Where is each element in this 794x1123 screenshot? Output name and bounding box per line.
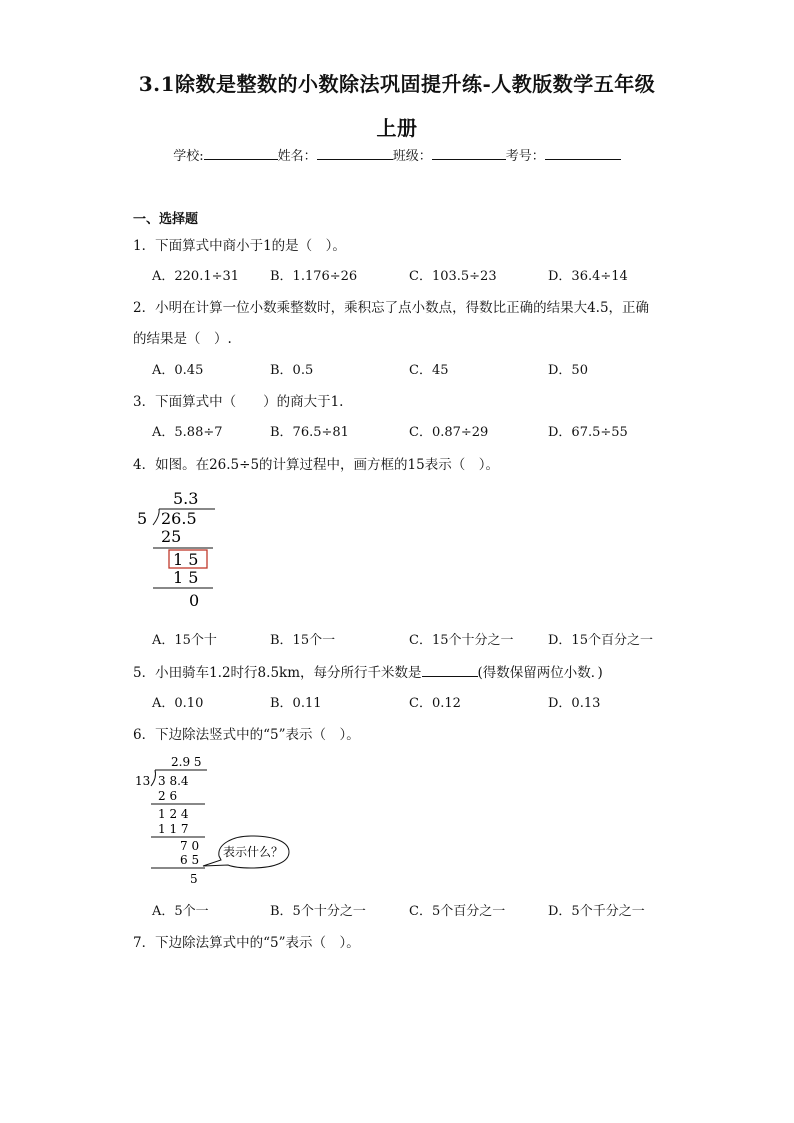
name-label: 姓名： (277, 149, 317, 164)
question-5-options (152, 692, 712, 710)
q2-option-a[interactable]: A．0.45 (152, 363, 204, 378)
q6-option-c[interactable]: C．5个百分之一 (409, 904, 506, 919)
question-4-options (152, 629, 712, 647)
q6-option-a[interactable]: A．5个一 (152, 904, 209, 919)
q6-option-d[interactable]: D．5个千分之一 (548, 904, 645, 919)
question-2-options (152, 359, 712, 377)
q6-divisor: 13 (135, 774, 151, 788)
q1-option-b[interactable]: B．1.176÷26 (270, 269, 358, 284)
q5-option-c[interactable]: C．0.12 (409, 696, 461, 711)
q6-row2: 1 2 4 (158, 807, 189, 821)
question-5 (133, 661, 603, 681)
school-blank[interactable] (204, 147, 278, 160)
speech-bubble-text: 表示什么？ (223, 845, 284, 859)
q3-option-b[interactable]: B．76.5÷81 (270, 425, 349, 440)
long-division-figure-q6 (133, 752, 303, 888)
question-1: 1．下面算式中商小于1的是（ ）。 (133, 238, 346, 254)
question-1-options (152, 265, 712, 283)
q6-row1: 2 6 (158, 789, 178, 803)
q6-row4: 7 0 (180, 839, 200, 853)
q6-option-b[interactable]: B．5个十分之一 (270, 904, 366, 919)
q2-option-c[interactable]: C．45 (409, 363, 449, 378)
q6-row6: 5 (190, 872, 198, 886)
q4-option-c[interactable]: C．15个十分之一 (409, 633, 514, 648)
question-3-options (152, 421, 712, 439)
q4-quotient: 5.3 (173, 489, 199, 508)
section-heading: 一、选择题 (133, 212, 199, 227)
q3-option-d[interactable]: D．67.5÷55 (548, 425, 628, 440)
doc-title-line2: 上册 (376, 116, 418, 140)
question-6: 6．下边除法竖式中的“5”表示（ ）。 (133, 727, 360, 743)
q4-option-a[interactable]: A．15个十 (152, 633, 217, 648)
q4-option-d[interactable]: D．15个百分之一 (548, 633, 653, 648)
q5-option-d[interactable]: D．0.13 (548, 696, 601, 711)
question-2-line1: 2．小明在计算一位小数乘整数时，乘积忘了点小数点，得数比正确的结果大4.5，正确 (133, 300, 650, 316)
exam-no-blank[interactable] (545, 147, 621, 160)
q5-option-a[interactable]: A．0.10 (152, 696, 204, 711)
q5-text-suffix: (得数保留两位小数．) (477, 665, 603, 681)
question-3: 3．下面算式中（ ）的商大于1. (133, 394, 344, 410)
school-label: 学校: (173, 149, 204, 164)
question-2-line2: 的结果是（ ）. (133, 331, 232, 347)
q4-step1: 25 (161, 527, 182, 546)
name-blank[interactable] (317, 147, 393, 160)
q1-option-d[interactable]: D．36.4÷14 (548, 269, 628, 284)
q4-option-b[interactable]: B．15个一 (270, 633, 336, 648)
q6-dividend: 3 8.4 (158, 774, 189, 788)
q4-divisor: 5 (137, 509, 148, 528)
q5-text-prefix: 5．小田骑车1.2时行8.5km，每分所行千米数是 (133, 665, 422, 681)
question-4: 4．如图。在26.5÷5的计算过程中，画方框的15表示（ ）。 (133, 457, 499, 473)
question-7: 7．下边除法算式中的“5”表示（ ）。 (133, 935, 360, 951)
q4-dividend: 26.5 (161, 509, 197, 528)
class-label: 班级： (392, 149, 432, 164)
q5-answer-blank[interactable] (422, 664, 478, 677)
q3-option-a[interactable]: A．5.88÷7 (152, 425, 223, 440)
class-blank[interactable] (432, 147, 506, 160)
exam-no-label: 考号： (505, 149, 545, 164)
q3-option-c[interactable]: C．0.87÷29 (409, 425, 489, 440)
q4-remainder: 0 (189, 591, 200, 610)
q5-option-b[interactable]: B．0.11 (270, 696, 322, 711)
q6-row3: 1 1 7 (158, 822, 189, 836)
q2-option-d[interactable]: D．50 (548, 363, 588, 378)
doc-title-line1: 3.1除数是整数的小数除法巩固提升练-人教版数学五年级 (138, 72, 656, 96)
q6-row5: 6 5 (180, 853, 200, 867)
q4-step2: 1 5 (173, 568, 199, 587)
question-6-options (152, 900, 712, 918)
q6-quotient: 2.9 5 (171, 755, 202, 769)
long-division-figure-q4 (133, 486, 233, 614)
q1-option-a[interactable]: A．220.1÷31 (152, 269, 240, 284)
student-info-row (0, 145, 794, 164)
q2-option-b[interactable]: B．0.5 (270, 363, 314, 378)
q1-option-c[interactable]: C．103.5÷23 (409, 269, 497, 284)
q4-boxed-15: 1 5 (173, 550, 199, 569)
